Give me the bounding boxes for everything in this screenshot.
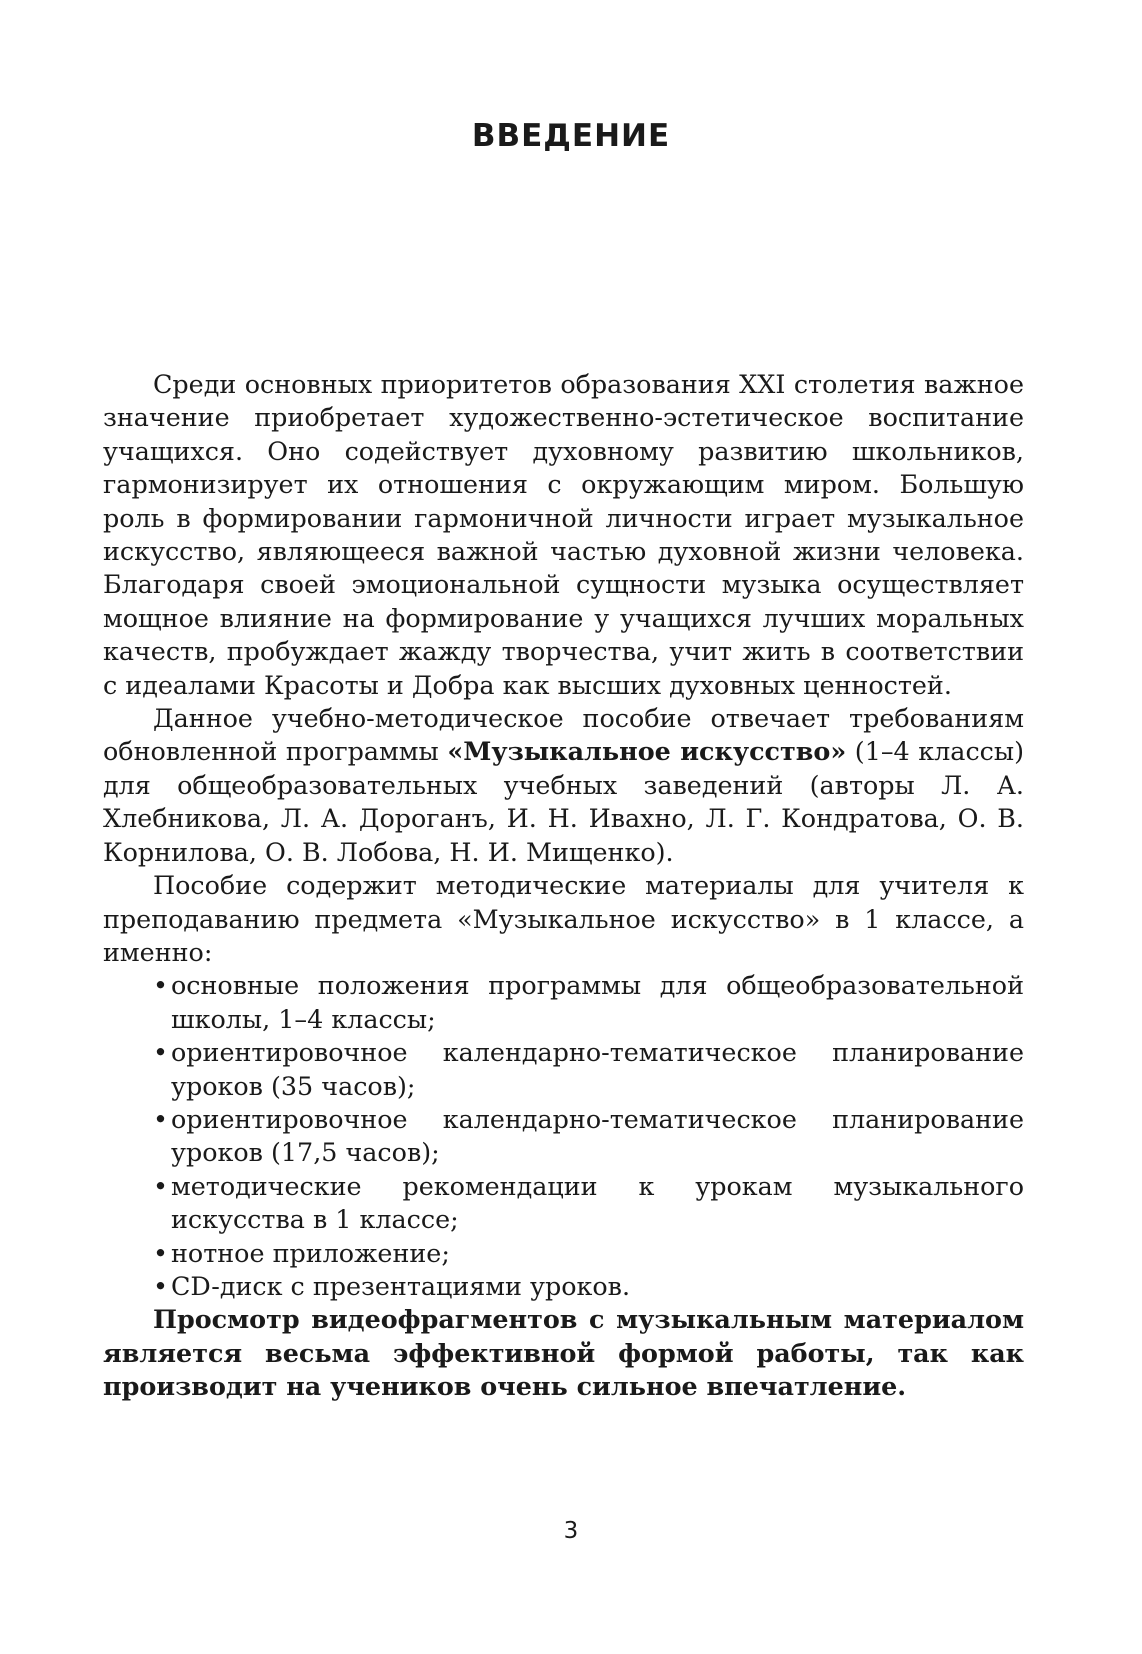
paragraph-program-text-end: (1–4 классы) для общеобразовательных учебных заведений (авторы Л. А. Хлебникова, Л. А. Дороганъ, И. Н. Ивахно, Л. Г. Кондратова, О. В. Корнилова, О. В. Лобова, Н. И. Мищенко). [103,736,1025,867]
list-item-text: методические рекомендации к урокам музыкального искусства в 1 классе; [171,1170,1024,1235]
body-text [103,368,1024,1404]
list-item-text: ориентировочное календарно-тематическое планирование уроков (35 часов); [171,1037,1024,1101]
list-item [153,1036,1024,1103]
paragraph-video: Просмотр видеофрагментов с музыкальным материалом является весьма эффективной формой работы, так как производит на учеников очень сильное впечатление. [103,1304,1024,1402]
list-item [153,1237,1024,1270]
bullet-icon: • [153,1270,168,1301]
paragraph-intro: Среди основных приоритетов образования XXI столетия важное значение приобретает художественно-эстетическое воспитание учащихся. Оно содействует духовному развитию школьников, гармонизирует их отношения с окружающим миром. Большую роль в формировании гармоничной личности играет музыкальное искусство, являющееся важной частью духовной жизни человека. Благодаря своей эмоциональной сущности музыка осуществляет мощное влияние на формирование у учащихся лучших моральных качеств, пробуждает жажду творчества, учит жить в соответствии с идеалами Красоты и Добра как высших духовных ценностей. [103,369,1024,700]
paragraph-program-text-start: Данное учебно-методическое пособие отвечает требованиям обновленной программы [103,703,1024,767]
page-number: 3 [563,1518,579,1544]
list-item [153,1270,1024,1303]
list-item [153,1103,1024,1170]
list-item-text: ориентировочное календарно-тематическое планирование уроков (17,5 часов); [171,1103,1024,1168]
bullet-icon: • [153,1037,168,1068]
bullet-icon: • [153,1170,168,1201]
bullet-icon: • [153,970,168,1001]
paragraph-contents: Пособие содержит методические материалы для учителя к преподаванию предмета «Музыкальное искусство» в 1 классе, а именно: [103,870,1024,967]
paragraph-program [103,702,1024,869]
list-item [153,969,1024,1036]
list-item-text: основные положения программы для общеобразовательной школы, 1–4 классы; [171,970,1024,1034]
bullet-icon: • [153,1103,168,1134]
bullet-icon: • [153,1237,168,1268]
contents-list [103,969,1024,1303]
list-item-text: нотное приложение; [171,1237,450,1268]
program-title: «Музыкальное искусство» [447,736,847,767]
list-item [153,1170,1024,1237]
list-item-text: CD-диск с презентациями уроков. [171,1270,631,1301]
page-title: ВВЕДЕНИЕ [471,118,671,154]
